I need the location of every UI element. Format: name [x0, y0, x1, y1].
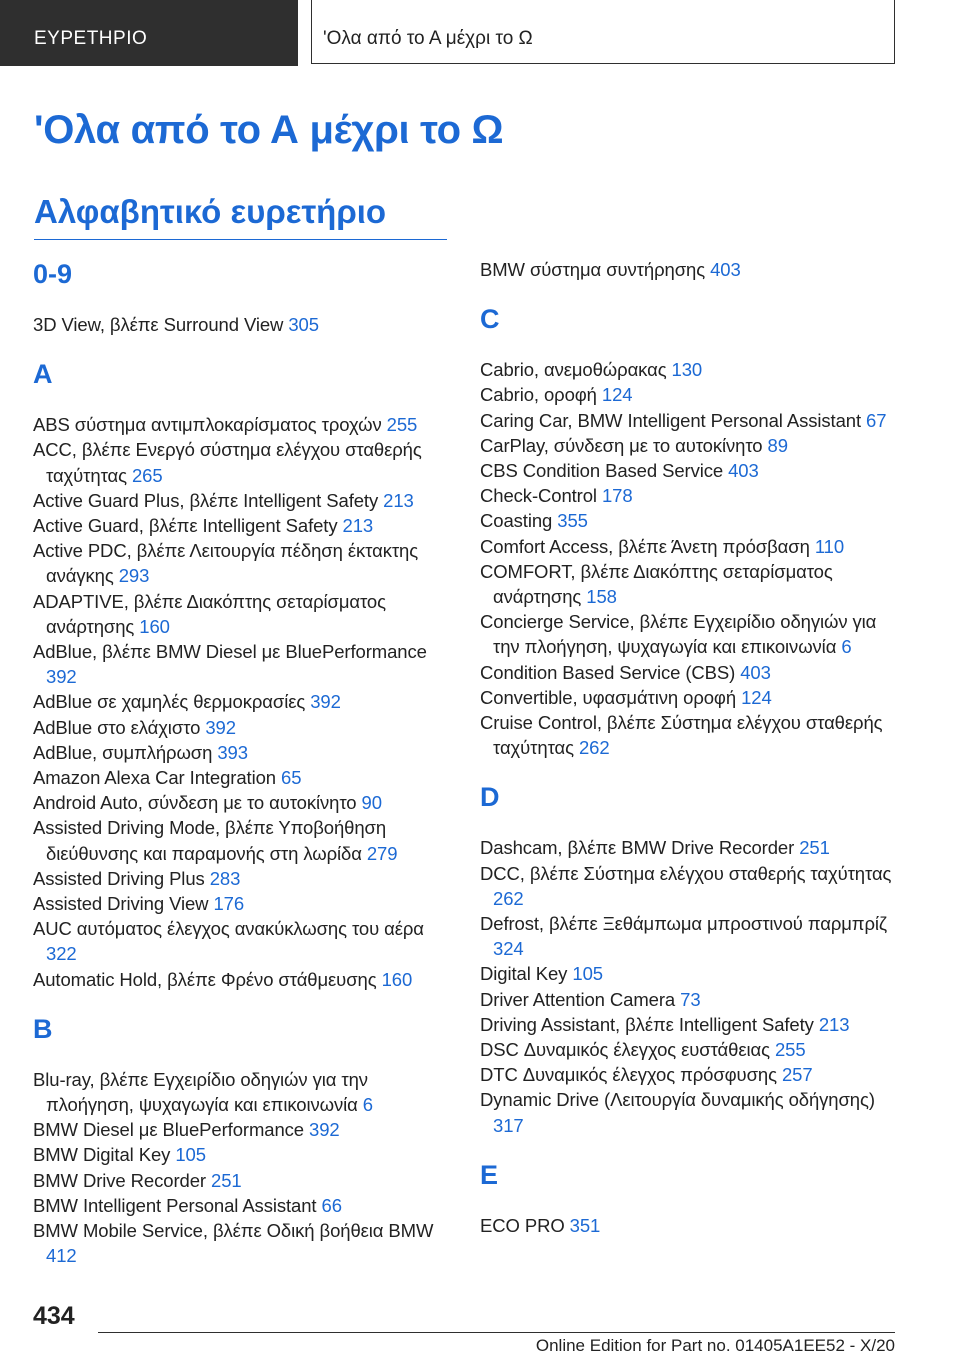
page-link[interactable]: 293 [118, 565, 150, 587]
index-entry [33, 740, 453, 765]
index-entry-text: ADAPTIVE, βλέπε Διακόπτης σεταρίσματος ανάρτησης [33, 590, 386, 637]
index-entry [480, 382, 900, 407]
index-entry [33, 1142, 453, 1167]
index-entry-text: Dashcam, βλέπε BMW Drive Recorder [480, 837, 800, 859]
page-link[interactable]: 403 [710, 259, 741, 280]
index-entry-text: Driver Attention Camera [480, 988, 681, 1010]
index-entry [33, 312, 453, 337]
index-entry [480, 961, 900, 986]
page-link[interactable]: 251 [799, 837, 830, 859]
index-entry-text: Concierge Service, βλέπε Εγχειρίδιο οδηγιών για την πλοήγηση, ψυχαγωγία και επικοινωνία [480, 611, 877, 658]
footer-divider [98, 1332, 895, 1333]
page-link[interactable]: 158 [586, 586, 617, 608]
section-divider [34, 239, 447, 240]
index-entry-text: Digital Key [480, 963, 573, 985]
index-entry-text: Caring Car, BMW Intelligent Personal Assistant [480, 409, 867, 431]
index-group [33, 257, 453, 337]
index-entry-text: Cruise Control, βλέπε Σύστημα ελέγχου σταθερής ταχύτητας [480, 712, 883, 759]
index-entry [33, 765, 453, 790]
index-entry-text: Defrost, βλέπε Ξεθάμπωμα μπροστινού παρμπρίζ [480, 913, 887, 935]
index-entry [33, 891, 453, 916]
index-letter-heading: 0-9 [33, 259, 73, 289]
page-link[interactable]: 255 [386, 414, 418, 436]
index-group [480, 780, 900, 1137]
index-entry [480, 357, 900, 382]
index-entry [33, 1067, 453, 1117]
index-entry-text: CBS Condition Based Service [480, 460, 729, 482]
index-group [480, 1158, 900, 1238]
index-entry-text: Comfort Access, βλέπε Άνετη πρόσβαση [480, 535, 815, 557]
index-entry [480, 1037, 900, 1062]
index-entry [480, 534, 900, 559]
page-link[interactable]: 105 [572, 963, 603, 985]
page-link[interactable]: 351 [569, 1214, 601, 1236]
index-entry [33, 715, 453, 740]
page-link[interactable]: 262 [578, 737, 610, 759]
page-link[interactable]: 257 [781, 1064, 813, 1086]
index-letter-heading: E [480, 1159, 499, 1190]
section-title: Αλφαβητικό ευρετήριο [34, 193, 387, 230]
index-entry-text: BMW Digital Key [33, 1144, 176, 1166]
page-link[interactable]: 403 [728, 460, 759, 482]
index-entry [33, 589, 453, 639]
page-link[interactable]: 279 [366, 842, 398, 864]
index-entry-text: Dynamic Drive (Λειτουργία δυναμικής οδήγησης) [480, 1089, 875, 1111]
index-entry-text: Active Guard, βλέπε Intelligent Safety [33, 515, 343, 537]
index-entry-text: Amazon Alexa Car Integration [33, 767, 282, 789]
index-entry [480, 1087, 900, 1137]
index-entry [480, 508, 900, 533]
page-link[interactable]: 160 [139, 615, 170, 637]
index-entry [33, 967, 453, 992]
section-tab[interactable]: ΕΥΡΕΤΗΡΙΟ [0, 0, 298, 66]
index-entry [33, 815, 453, 865]
page-link[interactable]: 178 [601, 485, 633, 507]
page-link[interactable]: 392 [205, 716, 236, 738]
index-entry-text: ECO PRO [480, 1214, 570, 1236]
page-link[interactable]: 6 [841, 636, 852, 658]
index-entry-text: Active PDC, βλέπε Λειτουργία πέδηση έκτακτης ανάγκης [33, 540, 419, 587]
index-entry [480, 911, 900, 961]
page-link[interactable]: 65 [281, 767, 302, 789]
index-entry-text: 3D View, βλέπε Surround View [33, 314, 289, 335]
index-entry [33, 639, 453, 689]
page-link[interactable]: 130 [671, 359, 703, 381]
page-link[interactable]: 265 [131, 464, 163, 486]
page-header [0, 0, 960, 66]
index-entry [480, 1213, 900, 1238]
index-entry [480, 458, 900, 483]
page-link[interactable]: 262 [493, 887, 524, 909]
index-entry [480, 1062, 900, 1087]
index-entry [33, 689, 453, 714]
index-entry [33, 1218, 453, 1268]
index-entry-text: AdBlue, βλέπε BMW Diesel με BluePerformance [33, 641, 427, 663]
index-letter-heading: A [33, 359, 53, 390]
index-letter-heading: D [480, 782, 500, 813]
index-entry-text: AUC αυτόματος έλεγχος ανακύκλωσης του αέρα [33, 918, 424, 940]
page-title: 'Ολα από το Α μέχρι το Ω [34, 108, 504, 152]
page-link[interactable]: 317 [493, 1114, 524, 1136]
index-entry-text: Active Guard Plus, βλέπε Intelligent Safety [33, 489, 384, 511]
index-entry [480, 433, 900, 458]
index-entry-text: BMW σύστημα συντήρησης [480, 259, 711, 280]
index-column-left [33, 257, 453, 1289]
page-link[interactable]: 255 [774, 1039, 806, 1061]
page-link[interactable]: 392 [309, 1119, 340, 1141]
page-link[interactable]: 393 [217, 741, 248, 763]
index-entry-text: BMW Drive Recorder [33, 1169, 211, 1191]
page-link[interactable]: 283 [209, 867, 241, 889]
index-entry-text: Driving Assistant, βλέπε Intelligent Safety [480, 1013, 819, 1035]
index-group [480, 257, 900, 282]
page-link[interactable]: 251 [211, 1169, 242, 1191]
edition-footer: Online Edition for Part no. 01405A1EE52 - X/20 [535, 1336, 895, 1355]
index-entry-text: AdBlue, συμπλήρωση [33, 741, 218, 763]
page-link[interactable]: 6 [362, 1094, 373, 1116]
index-entry [33, 916, 453, 966]
page-link[interactable]: 355 [557, 510, 588, 532]
page-link[interactable]: 110 [814, 535, 845, 557]
page-link[interactable]: 67 [866, 409, 887, 431]
index-letter-heading: B [33, 1013, 53, 1044]
index-column-right [480, 257, 900, 1258]
index-entry-text: CarPlay, σύνδεση με το αυτοκίνητο [480, 434, 768, 456]
index-entry-text: ACC, βλέπε Ενεργό σύστημα ελέγχου σταθερής ταχύτητας [33, 439, 422, 486]
page-number: 434 [33, 1302, 75, 1330]
chapter-tab[interactable]: 'Ολα από το Α μέχρι το Ω [311, 0, 895, 64]
index-entry-text: Condition Based Service (CBS) [480, 661, 741, 683]
index-group [33, 357, 453, 992]
index-entry-text: Cabrio, οροφή [480, 384, 602, 406]
index-entry [33, 513, 453, 538]
index-entry-text: Coasting [480, 510, 558, 532]
index-entry-text: AdBlue σε χαμηλές θερμοκρασίες [33, 691, 311, 713]
page-link[interactable]: 89 [767, 434, 788, 456]
index-entry [480, 408, 900, 433]
page-link[interactable]: 322 [46, 943, 77, 965]
page-link[interactable]: 213 [383, 489, 414, 511]
page-link[interactable]: 324 [493, 938, 524, 960]
page-link[interactable]: 392 [310, 691, 341, 713]
index-entry-text: BMW Diesel με BluePerformance [33, 1119, 310, 1141]
page-link[interactable]: 392 [46, 666, 77, 688]
index-entry [33, 866, 453, 891]
index-entry-text: Assisted Driving View [33, 893, 214, 915]
index-entry-text: DTC Δυναμικός έλεγχος πρόσφυσης [480, 1064, 782, 1086]
index-entry-text: Android Auto, σύνδεση με το αυτοκίνητο [33, 792, 362, 814]
page-link[interactable]: 176 [213, 893, 245, 915]
page-link[interactable]: 124 [601, 384, 633, 406]
index-entry [480, 660, 900, 685]
index-entry-text: Assisted Driving Plus [33, 867, 210, 889]
index-entry-text: Convertible, υφασμάτινη οροφή [480, 686, 742, 708]
page-link[interactable]: 90 [361, 792, 382, 814]
index-entry [33, 488, 453, 513]
page-link[interactable]: 403 [740, 661, 771, 683]
index-entry [480, 987, 900, 1012]
index-entry-text: Assisted Driving Mode, βλέπε Υποβοήθηση διεύθυνσης και παραμονής στη λωρίδα [33, 817, 387, 864]
index-entry [33, 1168, 453, 1193]
index-entry-text: Check-Control [480, 485, 602, 507]
index-entry-text: BMW Intelligent Personal Assistant [33, 1194, 322, 1216]
index-entry-text: ABS σύστημα αντιμπλοκαρίσματος τροχών [33, 414, 387, 436]
index-entry-text: Automatic Hold, βλέπε Φρένο στάθμευσης [33, 968, 382, 990]
index-entry-text: Cabrio, ανεμοθώρακας [480, 359, 672, 381]
page-link[interactable]: 213 [342, 515, 374, 537]
index-entry-text: BMW Mobile Service, βλέπε Οδική βοήθεια BMW [33, 1220, 434, 1242]
page-link[interactable]: 213 [818, 1013, 850, 1035]
index-entry-text: DSC Δυναμικός έλεγχος ευστάθειας [480, 1039, 775, 1061]
index-entry [480, 1012, 900, 1037]
index-entry [33, 437, 453, 487]
index-entry [33, 790, 453, 815]
page-link[interactable]: 105 [175, 1144, 206, 1166]
index-entry-text: AdBlue στο ελάχιστο [33, 716, 206, 738]
index-entry [480, 257, 900, 282]
index-letter-heading: C [480, 304, 500, 335]
index-entry [33, 1193, 453, 1218]
index-group [480, 302, 900, 760]
index-entry [480, 861, 900, 911]
index-entry-text: Blu-ray, βλέπε Εγχειρίδιο οδηγιών για την πλοήγηση, ψυχαγωγία και επικοινωνία [33, 1068, 368, 1116]
page-link[interactable]: 160 [381, 968, 413, 990]
index-entry [33, 538, 453, 588]
index-entry [480, 609, 900, 659]
index-entry [480, 483, 900, 508]
page-link[interactable]: 305 [288, 314, 319, 335]
page-link[interactable]: 412 [46, 1245, 77, 1267]
index-entry [33, 1117, 453, 1142]
index-group [33, 1012, 453, 1269]
page-link[interactable]: 73 [680, 988, 701, 1010]
index-entry-text: COMFORT, βλέπε Διακόπτης σεταρίσματος ανάρτησης [480, 560, 833, 608]
page-link[interactable]: 124 [741, 686, 772, 708]
index-entry-text: DCC, βλέπε Σύστημα ελέγχου σταθερής ταχύτητας [480, 862, 892, 884]
index-entry [33, 412, 453, 437]
index-entry [480, 835, 900, 860]
index-entry [480, 685, 900, 710]
index-entry [480, 559, 900, 609]
index-entry [480, 710, 900, 760]
page-link[interactable]: 66 [321, 1194, 342, 1216]
